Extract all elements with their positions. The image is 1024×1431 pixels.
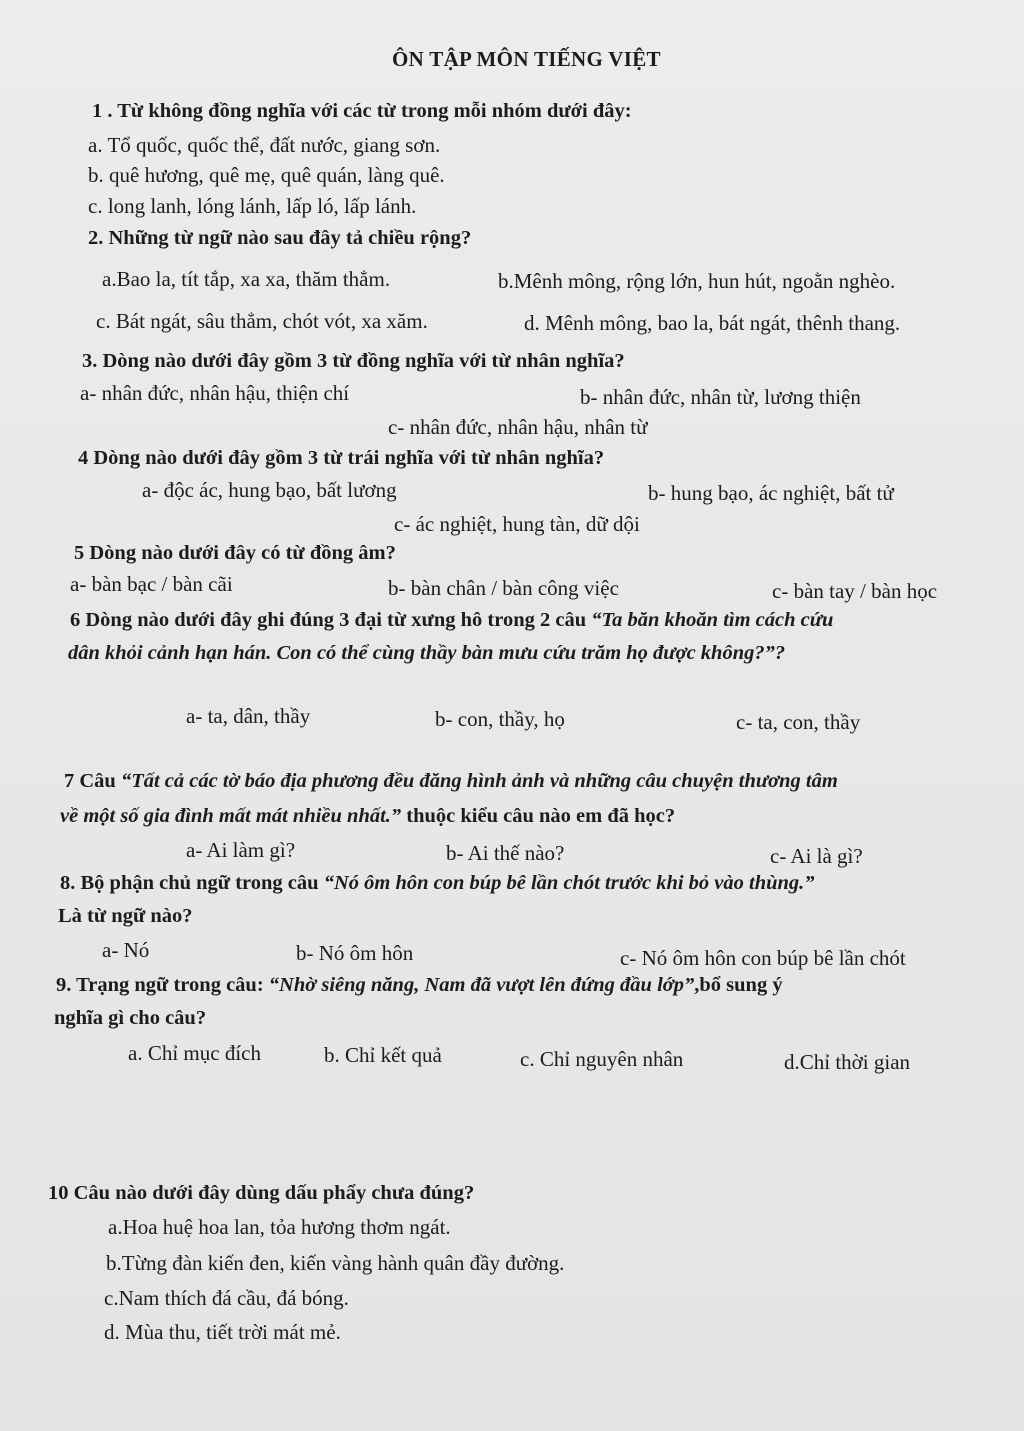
q5-option-c: c- bàn tay / bàn học [772, 579, 938, 603]
q8-option-a: a- Nó [102, 938, 150, 962]
q5-option-b: b- bàn chân / bàn công việc [388, 576, 619, 600]
question-4: 4 Dòng nào dưới đây gồm 3 từ trái nghĩa với từ nhân nghĩa? [78, 447, 605, 469]
q6-option-b: b- con, thầy, họ [435, 707, 565, 731]
question-9-tail: ,bổ sung ý [694, 974, 783, 996]
q3-option-a: a- nhân đức, nhân hậu, thiện chí [80, 381, 350, 405]
q6-option-c: c- ta, con, thầy [736, 710, 861, 734]
q10-option-a: a.Hoa huệ hoa lan, tỏa hương thơm ngát. [108, 1215, 451, 1239]
question-8-quote: “Nó ôm hôn con búp bê lần chót trước khi bỏ vào thùng.” [323, 872, 815, 894]
q2-option-b: b.Mênh mông, rộng lớn, hun hút, ngoằn nghèo. [498, 269, 896, 293]
q9-option-a: a. Chỉ mục đích [128, 1041, 261, 1065]
q7-option-b: b- Ai thế nào? [446, 841, 565, 865]
question-9-line-2: nghĩa gì cho câu? [54, 1007, 207, 1029]
q8-option-b: b- Nó ôm hôn [296, 941, 414, 965]
q10-option-c: c.Nam thích đá cầu, đá bóng. [104, 1286, 349, 1310]
question-8-line-1 [60, 870, 815, 896]
q10-option-b: b.Từng đàn kiến đen, kiến vàng hành quân đầy đường. [106, 1251, 565, 1275]
question-8-line-2: Là từ ngữ nào? [58, 905, 193, 927]
q10-option-d: d. Mùa thu, tiết trời mát mẻ. [104, 1320, 341, 1344]
q4-option-a: a- độc ác, hung bạo, bất lương [142, 478, 397, 502]
question-5: 5 Dòng nào dưới đây có từ đồng âm? [74, 542, 396, 564]
question-8-lead: 8. Bộ phận chủ ngữ trong câu [60, 872, 324, 894]
q7-option-a: a- Ai làm gì? [186, 838, 296, 862]
question-7-quote-2: về một số gia đình mất mát nhiều nhất.” [60, 805, 402, 827]
question-7-line-2 [60, 803, 675, 829]
q4-option-b: b- hung bạo, ác nghiệt, bất tử [648, 481, 894, 505]
q1-option-c: c. long lanh, lóng lánh, lấp ló, lấp lánh. [88, 194, 417, 218]
q1-option-a: a. Tổ quốc, quốc thể, đất nước, giang sơn. [88, 133, 441, 157]
q4-option-c: c- ác nghiệt, hung tàn, dữ dội [394, 512, 640, 536]
page-title: ÔN TẬP MÔN TIẾNG VIỆT [392, 47, 661, 71]
q6-option-a: a- ta, dân, thầy [186, 704, 311, 728]
question-7-lead: 7 Câu [64, 770, 121, 792]
q9-option-c: c. Chỉ nguyên nhân [520, 1047, 684, 1071]
q9-option-b: b. Chỉ kết quả [324, 1043, 442, 1067]
q2-option-d: d. Mênh mông, bao la, bát ngát, thênh thang. [524, 311, 901, 335]
q5-option-a: a- bàn bạc / bàn cãi [70, 572, 233, 596]
q7-option-c: c- Ai là gì? [770, 844, 863, 868]
question-1: 1 . Từ không đồng nghĩa với các từ trong mỗi nhóm dưới đây: [92, 100, 632, 122]
q1-option-b: b. quê hương, quê mẹ, quê quán, làng quê. [88, 163, 445, 187]
question-6-quote-1: “Ta băn khoăn tìm cách cứu [591, 609, 834, 631]
question-9-line-1 [56, 972, 783, 998]
question-9-lead: 9. Trạng ngữ trong câu: [56, 974, 269, 996]
q3-option-c: c- nhân đức, nhân hậu, nhân từ [388, 415, 648, 439]
question-7-quote-1: “Tất cả các tờ báo địa phương đều đăng hình ảnh và những câu chuyện thương tâm [120, 770, 838, 792]
question-7-tail: thuộc kiểu câu nào em đã học? [401, 805, 676, 827]
q2-option-c: c. Bát ngát, sâu thẳm, chót vót, xa xăm. [96, 309, 428, 333]
question-10: 10 Câu nào dưới đây dùng dấu phẩy chưa đúng? [48, 1182, 475, 1204]
question-6-line-1 [70, 607, 833, 633]
question-7-line-1 [64, 768, 838, 794]
q8-option-c: c- Nó ôm hôn con búp bê lần chót [620, 946, 906, 970]
q2-option-a: a.Bao la, tít tắp, xa xa, thăm thẳm. [102, 267, 391, 291]
question-6-quote-2: dân khỏi cảnh hạn hán. Con có thể cùng thầy bàn mưu cứu trăm họ được không?”? [68, 642, 786, 664]
question-3: 3. Dòng nào dưới đây gồm 3 từ đồng nghĩa với từ nhân nghĩa? [82, 350, 625, 372]
q3-option-b: b- nhân đức, nhân từ, lương thiện [580, 385, 861, 409]
question-9-quote: “Nhờ siêng năng, Nam đã vượt lên đứng đầu lớp” [268, 974, 695, 996]
question-6-lead: 6 Dòng nào dưới đây ghi đúng 3 đại từ xưng hô trong 2 câu [70, 609, 592, 631]
q9-option-d: d.Chỉ thời gian [784, 1050, 911, 1074]
question-2: 2. Những từ ngữ nào sau đây tả chiều rộng? [88, 227, 472, 249]
